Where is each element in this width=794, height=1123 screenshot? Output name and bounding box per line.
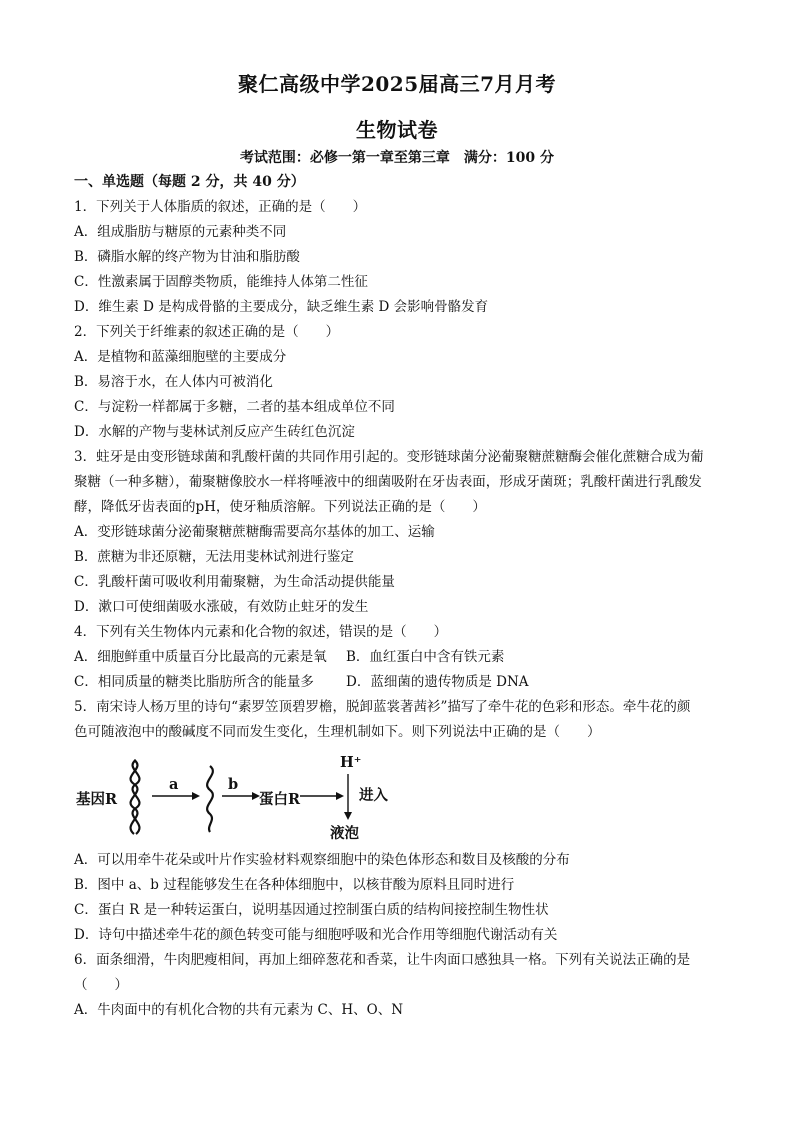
q5-option-b: B．图中 a、b 过程能够发生在各种体细胞中，以核苷酸为原料且同时进行 [74,877,515,893]
q6-stem-line1: 6．面条细滑，牛肉肥瘦相间，再加上细碎葱花和香菜，让牛肉面口感独具一格。下列有关说法正确的是 [74,952,691,968]
q3-option-c: C．乳酸杆菌可吸收利用葡聚糖，为生命活动提供能量 [74,574,395,590]
label-step-a: a [169,776,179,793]
q2-option-c: C．与淀粉一样都属于多糖，二者的基本组成单位不同 [74,399,395,415]
q2-option-a: A．是植物和蓝藻细胞壁的主要成分 [74,349,287,365]
q4-option-a: A．细胞鲜重中质量百分比最高的元素是氧 [74,649,327,665]
q5-option-c: C．蛋白 R 是一种转运蛋白，说明基因通过控制蛋白质的结构间接控制生物性状 [74,902,549,918]
exam-scope: 考试范围：必修一第一章至第三章 满分：100 分 [239,150,555,166]
q5-stem-line1: 5．南宋诗人杨万里的诗句“素罗笠顶碧罗檐，脱卸蓝裳著茜衫”描写了牵牛花的色彩和形态。牵牛花的颜 [74,699,691,715]
q5-stem-line2: 色可随液泡中的酸碱度不同而发生变化，生理机制如下。则下列说法中正确的是（ ） [74,724,601,740]
label-step-b: b [228,776,239,793]
q4-option-b: B．血红蛋白中含有铁元素 [346,649,505,665]
q1-option-b: B．磷脂水解的终产物为甘油和脂肪酸 [74,249,300,265]
q3-stem-line2: 聚糖（一种多糖），葡聚糖像胶水一样将唾液中的细菌吸附在牙齿表面，形成牙菌斑；乳酸杆菌进行乳酸发 [74,474,702,490]
label-protein: 蛋白R [259,791,301,808]
q3-option-d: D．漱口可使细菌吸水涨破，有效防止蛀牙的发生 [74,599,369,615]
q2-option-b: B．易溶于水，在人体内可被消化 [74,374,273,390]
label-ion: H⁺ [340,754,362,771]
q1-option-d: D．维生素 D 是构成骨骼的主要成分，缺乏维生素 D 会影响骨骼发育 [74,299,489,315]
q4-option-d: D．蓝细菌的遗传物质是 DNA [346,674,529,690]
q5-option-a: A．可以用牵牛花朵或叶片作实验材料观察细胞中的染色体形态和数目及核酸的分布 [74,852,570,868]
section-heading: 一、单选题（每题 2 分，共 40 分） [74,174,305,190]
q3-option-b: B．蔗糖为非还原糖，无法用斐林试剂进行鉴定 [74,549,354,565]
q6-stem-line2: （ ） [74,977,128,993]
q5-option-d: D．诗句中描述牵牛花的颜色转变可能与细胞呼吸和光合作用等细胞代谢活动有关 [74,927,558,943]
q3-stem-line1: 3．蛀牙是由变形链球菌和乳酸杆菌的共同作用引起的。变形链球菌分泌葡聚糖蔗糖酶会催化蔗糖合成为葡 [74,449,704,465]
q2-option-d: D．水解的产物与斐林试剂反应产生砖红色沉淀 [74,424,355,440]
label-vacuole: 液泡 [330,825,359,842]
q5-figure [74,752,414,842]
q4-option-c: C．相同质量的糖类比脂肪所含的能量多 [74,674,314,690]
q1-stem: 1．下列关于人体脂质的叙述，正确的是（ ） [74,199,367,215]
exam-subtitle: 生物试卷 [356,118,438,142]
q4-stem: 4．下列有关生物体内元素和化合物的叙述，错误的是（ ） [74,624,448,640]
q1-option-a: A．组成脂肪与糖原的元素种类不同 [74,224,287,240]
q3-option-a: A．变形链球菌分泌葡聚糖蔗糖酶需要高尔基体的加工、运输 [74,524,435,540]
mrna-strand-icon [207,766,213,832]
label-enter: 进入 [359,787,388,804]
label-gene: 基因R [76,791,118,808]
q6-option-a: A．牛肉面中的有机化合物的共有元素为 C、H、O、N [74,1002,404,1018]
q3-stem-line3: 酵，降低牙齿表面的pH，使牙釉质溶解。下列说法正确的是（ ） [74,499,486,515]
exam-title: 聚仁高级中学2025届高三7月月考 [237,72,557,96]
q2-stem: 2．下列关于纤维素的叙述正确的是（ ） [74,324,340,340]
q1-option-c: C．性激素属于固醇类物质，能维持人体第二性征 [74,274,368,290]
